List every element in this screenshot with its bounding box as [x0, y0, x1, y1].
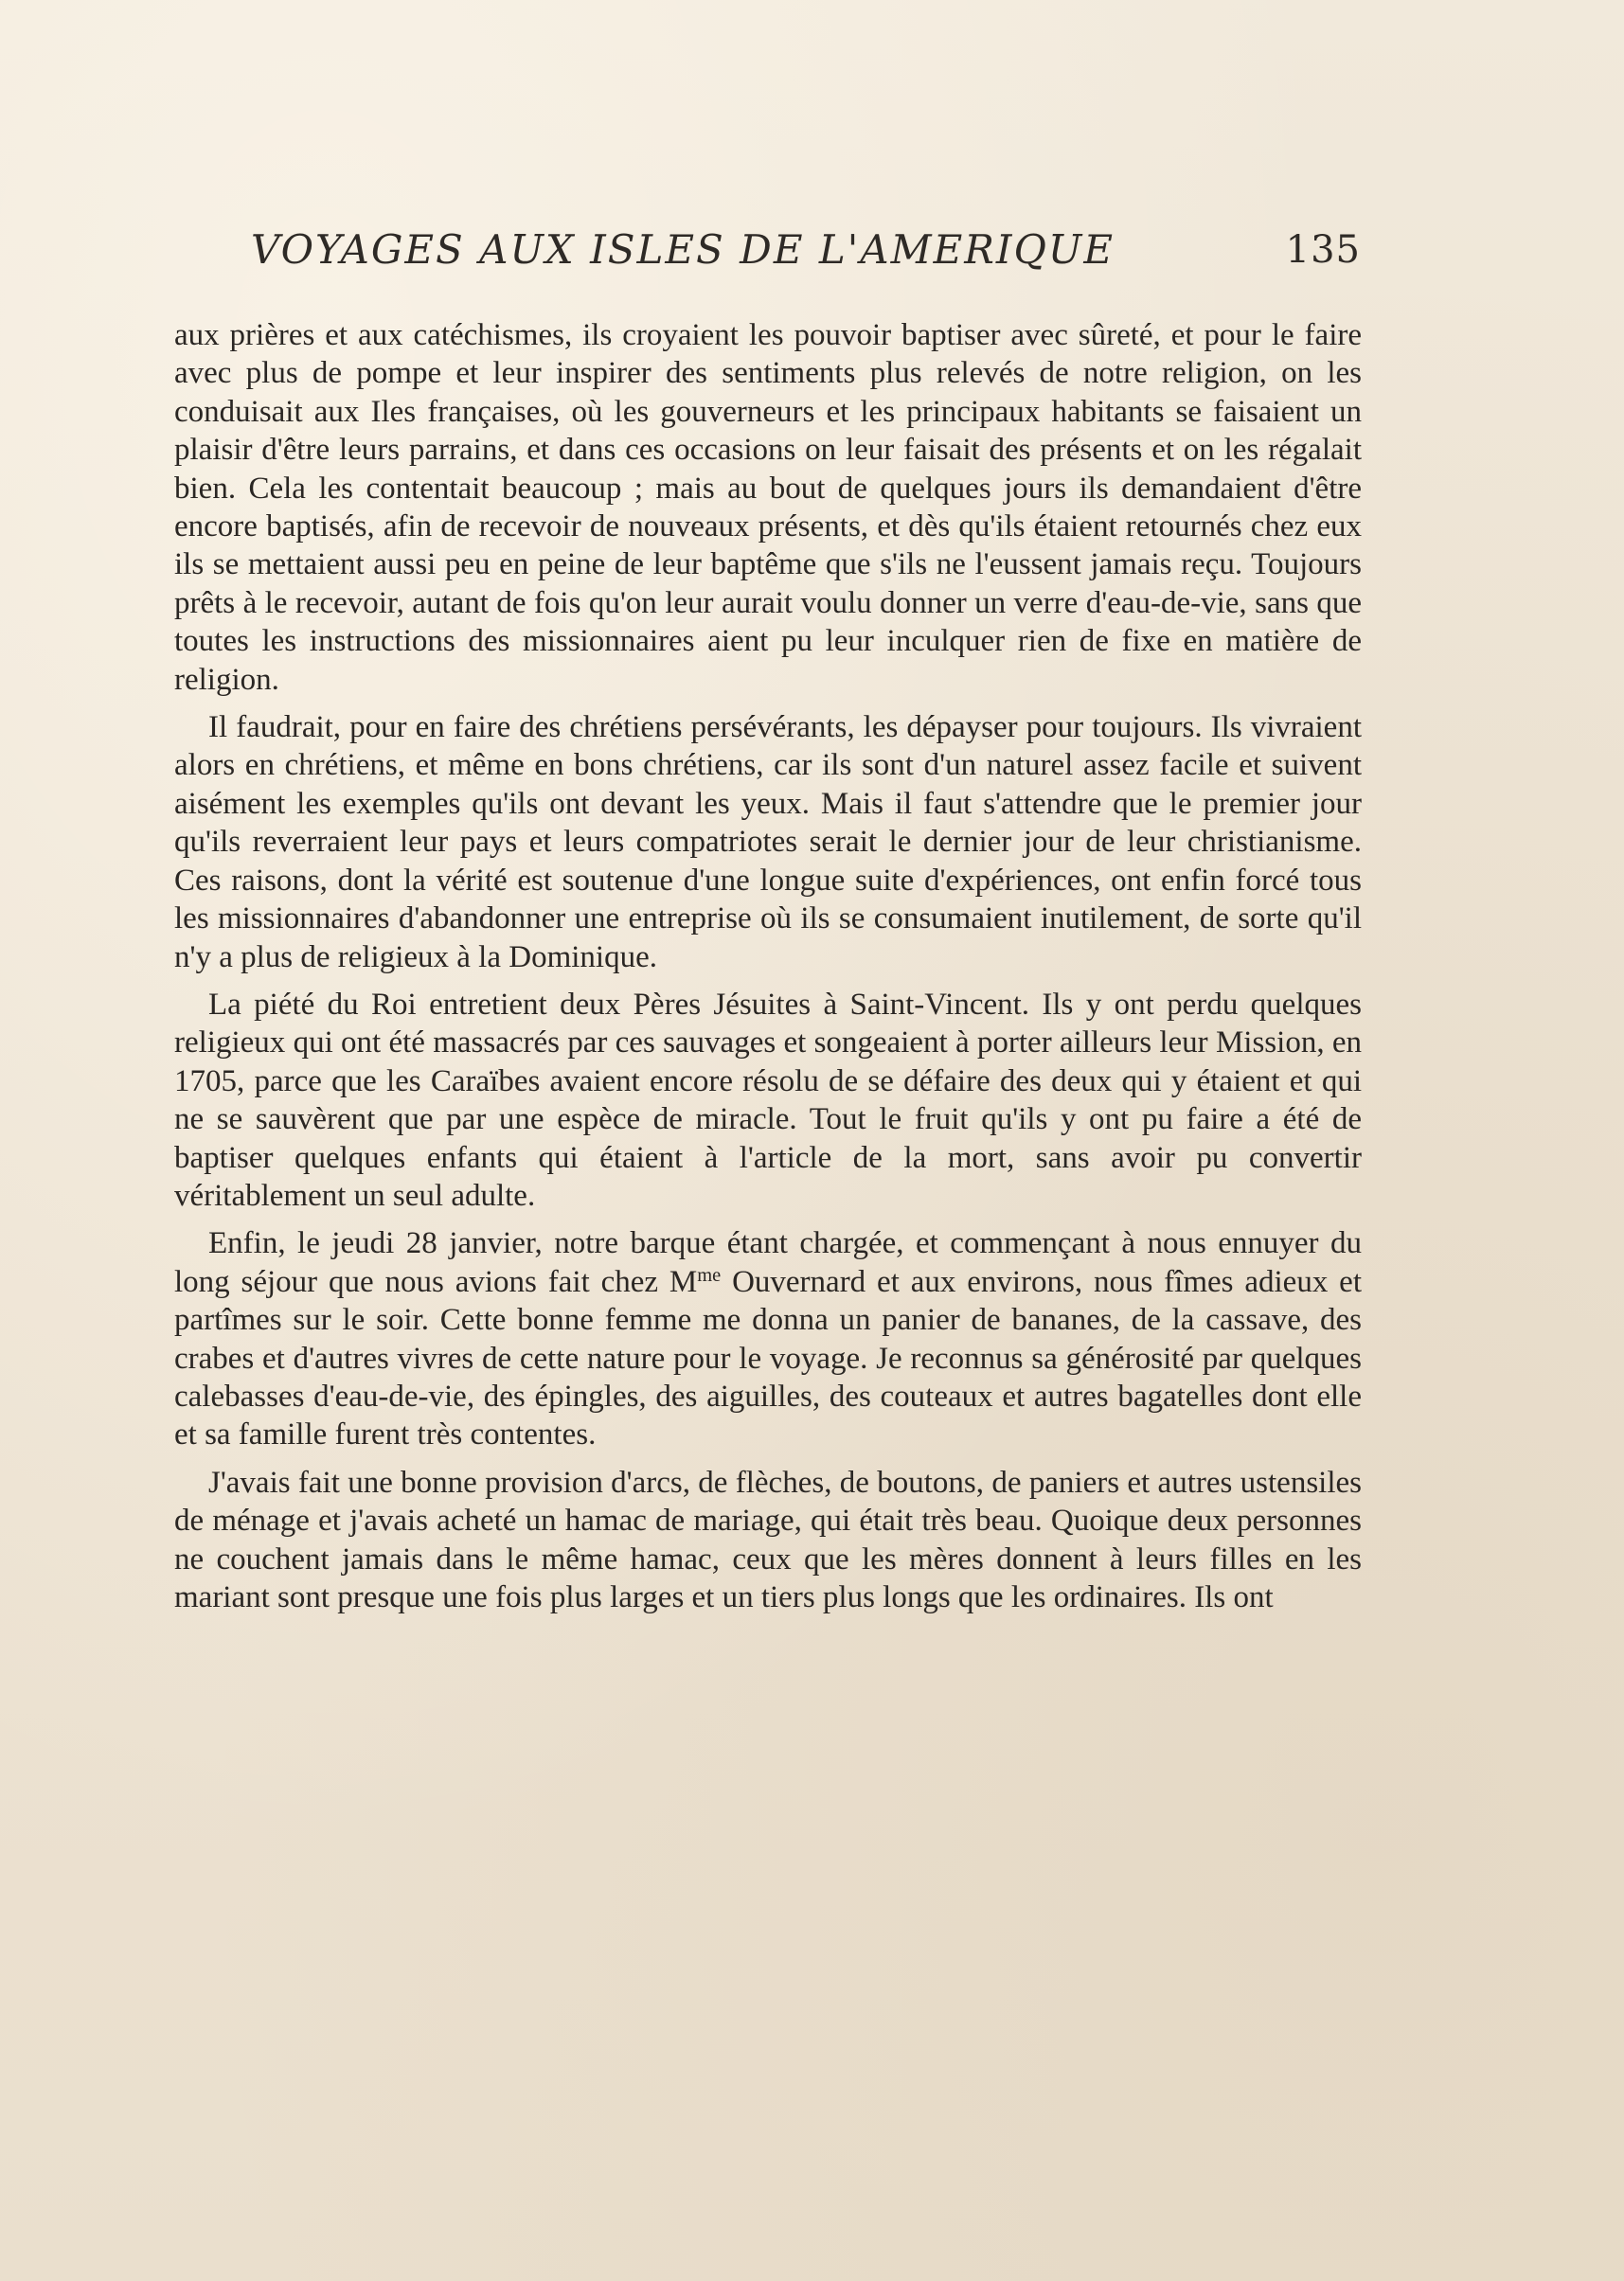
body-text	[174, 316, 1362, 1626]
paragraph	[174, 1224, 1362, 1453]
paragraph-text-end: Ouvernard et aux environs, nous fîmes adieux et partîmes sur le soir. Cette bonne femme me donna un panier de bananes, de la cassave, des crabes et d'autres vivres de cette nature pour le voyage. Je reconnus sa générosité par quelques calebasses d'eau-de-vie, des épingles, des aiguilles, des couteaux et autres bagatelles dont elle et sa famille furent très contentes.	[174, 1264, 1363, 1452]
paragraph-text-start: Enfin, le jeudi 28 janvier, notre barque étant chargée, et commençant à nous ennuyer du long séjour que nous avions fait chez M	[174, 1226, 1362, 1299]
superscript-abbreviation: me	[697, 1264, 722, 1286]
paragraph: Il faudrait, pour en faire des chrétiens persévérants, les dépayser pour toujours. Ils vivraient alors en chrétiens, et même en bons chrétiens, car ils sont d'un naturel assez facile et suivent aisément les exemples qu'ils ont devant les yeux. Mais il faut s'attendre que le premier jour qu'ils reverraient leur pays et leurs compatriotes serait le dernier jour de leur christianisme. Ces raisons, dont la vérité est soutenue d'une longue suite d'expériences, ont enfin forcé tous les missionnaires d'abandonner une entreprise où ils se consumaient inutilement, de sorte qu'il n'y a plus de religieux à la Dominique.	[174, 710, 1362, 974]
page-number: 135	[1285, 228, 1361, 272]
running-title: VOYAGES AUX ISLES DE L'AMERIQUE	[251, 226, 1115, 273]
paragraph: J'avais fait une bonne provision d'arcs, de flèches, de boutons, de paniers et autres ustensiles de ménage et j'avais acheté un hamac de mariage, qui était très beau. Quoique deux personnes ne couchent jamais dans le même hamac, ceux que les mères donnent à leurs filles en les mariant sont presque une fois plus larges et un tiers plus longs que les ordinaires. Ils ont	[174, 1465, 1362, 1614]
paragraph: La piété du Roi entretient deux Pères Jésuites à Saint-Vincent. Ils y ont perdu quelques religieux qui ont été massacrés par ces sauvages et songeaient à porter ailleurs leur Mission, en 1705, parce que les Caraïbes avaient encore résolu de se défaire des deux qui y étaient et qui ne se sauvèrent que par une espèce de miracle. Tout le fruit qu'ils y ont pu faire a été de baptiser quelques enfants qui étaient à l'article de la mort, sans avoir pu convertir véritablement un seul adulte.	[174, 987, 1362, 1213]
paragraph-continuation: aux prières et aux catéchismes, ils croyaient les pouvoir baptiser avec sûreté, et pour le faire avec plus de pompe et leur inspirer des sentiments plus relevés de notre religion, on les conduisait aux Iles françaises, où les gouverneurs et les principaux habitants se faisaient un plaisir d'être leurs parrains, et dans ces occasions on leur faisait des présents et on les régalait bien. Cela les contentait beaucoup ; mais au bout de quelques jours ils demandaient d'être encore baptisés, afin de recevoir de nouveaux présents, et dès qu'ils étaient retournés chez eux ils se mettaient aussi peu en peine de leur baptême que s'ils ne l'eussent jamais reçu. Toujours prêts à le recevoir, autant de fois qu'on leur aurait voulu donner un verre d'eau-de-vie, sans que toutes les instructions des missionnaires aient pu leur inculquer rien de fixe en matière de religion.	[174, 318, 1362, 697]
running-header	[251, 220, 1361, 280]
